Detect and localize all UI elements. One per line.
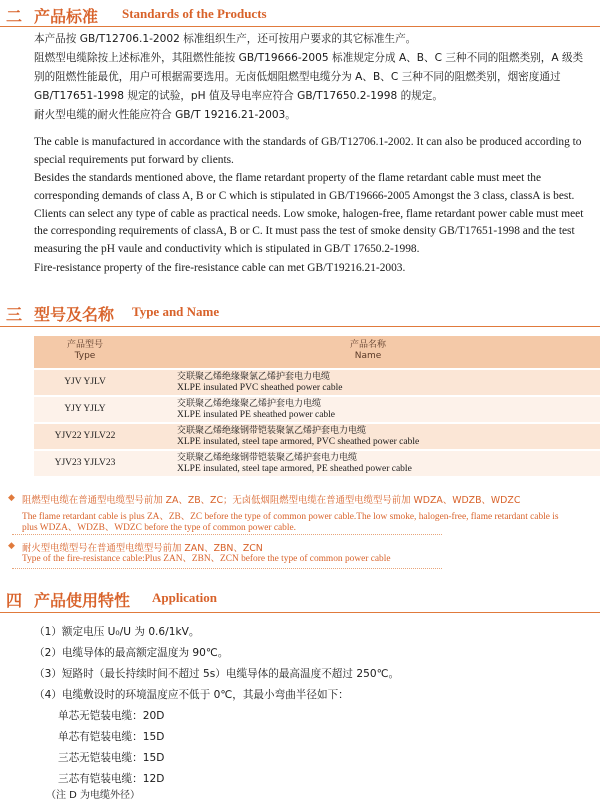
note-en: Type of the fire-resistance cable:Plus ZAN、ZBN、ZCN before the type of common power cable [22,554,391,564]
section-number: 二 [6,7,23,26]
type-name-table [34,336,600,476]
row-name-en: XLPE insulated PVC sheathed power cable [177,383,343,393]
note-cn: 耐火型电缆型号在普通型电缆型号前加 ZAN、ZBN、ZCN [22,543,263,554]
section-divider [0,326,600,327]
bend-radius-item: 单芯有铠装电缆：15D [58,731,165,743]
footnote: （注 D 为电缆外径） [46,790,141,801]
row-type: YJV YJLV [64,377,106,387]
standards-en-para-3: Fire-resistance property of the fire-resistance cable can met GB/T19216.21-2003. [34,262,406,274]
application-item: （4）电缆敷设时的环境温度应不低于 0℃，其最小弯曲半径如下： [34,689,349,701]
header-name-cn: 产品名称 [349,340,386,350]
table-row [34,424,600,449]
standards-en-para-2: Besides the standards mentioned above, the flame retardant property of the flame retardant cable must meet the corresponding demands of class A, B or C which is stipulated in GB/T19666-2005 Amongst the 3 class, classA is best. Clients can select any type of cable as practical needs. Low smoke, halogen-free, flame retardant power cable must meet the corresponding requirements of classA, B or C. It must pass the test of smoke density GB/T17651-1998 and the test measuring the pH vaule and conductivity which is stipulated in GB/T 17650.2-1998. [34,172,584,256]
row-name [177,453,412,475]
diamond-bullet-icon: ◆ [8,493,15,503]
table-header [34,336,600,368]
row-name-en: XLPE insulated, steel tape armored, PVC sheathed power cable [177,437,420,447]
header-name [136,340,600,362]
section-divider [0,612,600,613]
section-application-header [0,588,600,612]
section-number: 三 [6,305,23,324]
section-title-en: Application [152,590,218,605]
bend-radius-item: 三芯无铠装电缆：15D [58,752,165,764]
standards-cn-para-2: 阻燃型电缆除按上述标准外，其阻燃性能按 GB/T19666-2005 标准规定分成 A、B、C 三种不同的阻燃类别，A 级类别的阻燃性能最优，用户可根据需要选用。无卤低烟阻燃型电缆分为 A、B、C 三种不同的阻燃类别，烟密度通过 GB/T17651-1998 规定的试验，pH 值及导电率应符合 GB/T17650.2-1998 的规定。 [34,52,584,102]
section-title-cn: 产品标准 [34,7,99,26]
header-type-en: Type [74,351,96,361]
header-type-cn: 产品型号 [66,340,103,350]
standards-cn-para-1: 本产品按 GB/T12706.1-2002 标准组织生产，还可按用户要求的其它标准生产。 [34,33,417,45]
section-title-en: Standards of the Products [122,6,267,21]
row-name-en: XLPE insulated, steel tape armored, PE sheathed power cable [177,464,412,474]
row-name-cn: 交联聚乙烯绝缘钢带铠装聚氯乙烯护套电力电缆 [177,426,367,436]
section-title-cn: 型号及名称 [34,305,115,324]
section-number: 四 [6,591,23,610]
application-item: （3）短路时（最长持续时间不超过 5s）电缆导体的最高温度不超过 250℃。 [34,668,400,680]
row-name-cn: 交联聚乙烯绝缘钢带铠装聚乙烯护套电力电缆 [177,453,358,463]
section-title-cn: 产品使用特性 [34,591,131,610]
application-item: （1）额定电压 U₀/U 为 0.6/1kV。 [34,626,200,638]
row-name [177,426,419,448]
table-row [34,397,600,422]
dotted-divider [12,534,442,535]
row-name [177,399,335,421]
section-standards-header [0,4,600,28]
note-cn: 阻燃型电缆在普通型电缆型号前加 ZA、ZB、ZC；无卤低烟阻燃型电缆在普通型电缆型号前加 WDZA、WDZB、WDZC [22,495,521,506]
dotted-divider [12,568,442,569]
table-row [34,370,600,395]
bend-radius-item: 单芯无铠装电缆：20D [58,710,165,722]
row-type: YJV23 YJLV23 [54,458,116,468]
application-item: （2）电缆导体的最高额定温度为 90℃。 [34,647,229,659]
standards-cn-para-3: 耐火型电缆的耐火性能应符合 GB/T 19216.21-2003。 [34,109,296,121]
section-divider [0,26,600,27]
header-type [34,340,136,362]
header-name-en: Name [354,351,382,361]
note-en: The flame retardant cable is plus ZA、ZB、ZC before the type of common power cable.The low smoke, halogen-free, flame retardant cable is plus WDZA、WDZB、WDZC before the type of common power cable. [22,512,559,533]
section-type-name-header [0,302,600,326]
table-row [34,451,600,476]
row-name [177,372,342,394]
row-type: YJV22 YJLV22 [54,431,116,441]
row-type: YJY YJLY [64,404,106,414]
row-name-en: XLPE insulated PE sheathed power cable [177,410,336,420]
row-name-cn: 交联聚乙烯绝缘聚氯乙烯护套电力电缆 [177,372,331,382]
diamond-bullet-icon: ◆ [8,541,15,551]
row-name-cn: 交联聚乙烯绝缘聚乙烯护套电力电缆 [177,399,322,409]
section-title-en: Type and Name [132,304,220,319]
standards-en-para-1: The cable is manufactured in accordance with the standards of GB/T12706.1-2002. It can also be produced according to special requirements put forward by clients. [34,136,582,166]
bend-radius-item: 三芯有铠装电缆：12D [58,773,165,785]
